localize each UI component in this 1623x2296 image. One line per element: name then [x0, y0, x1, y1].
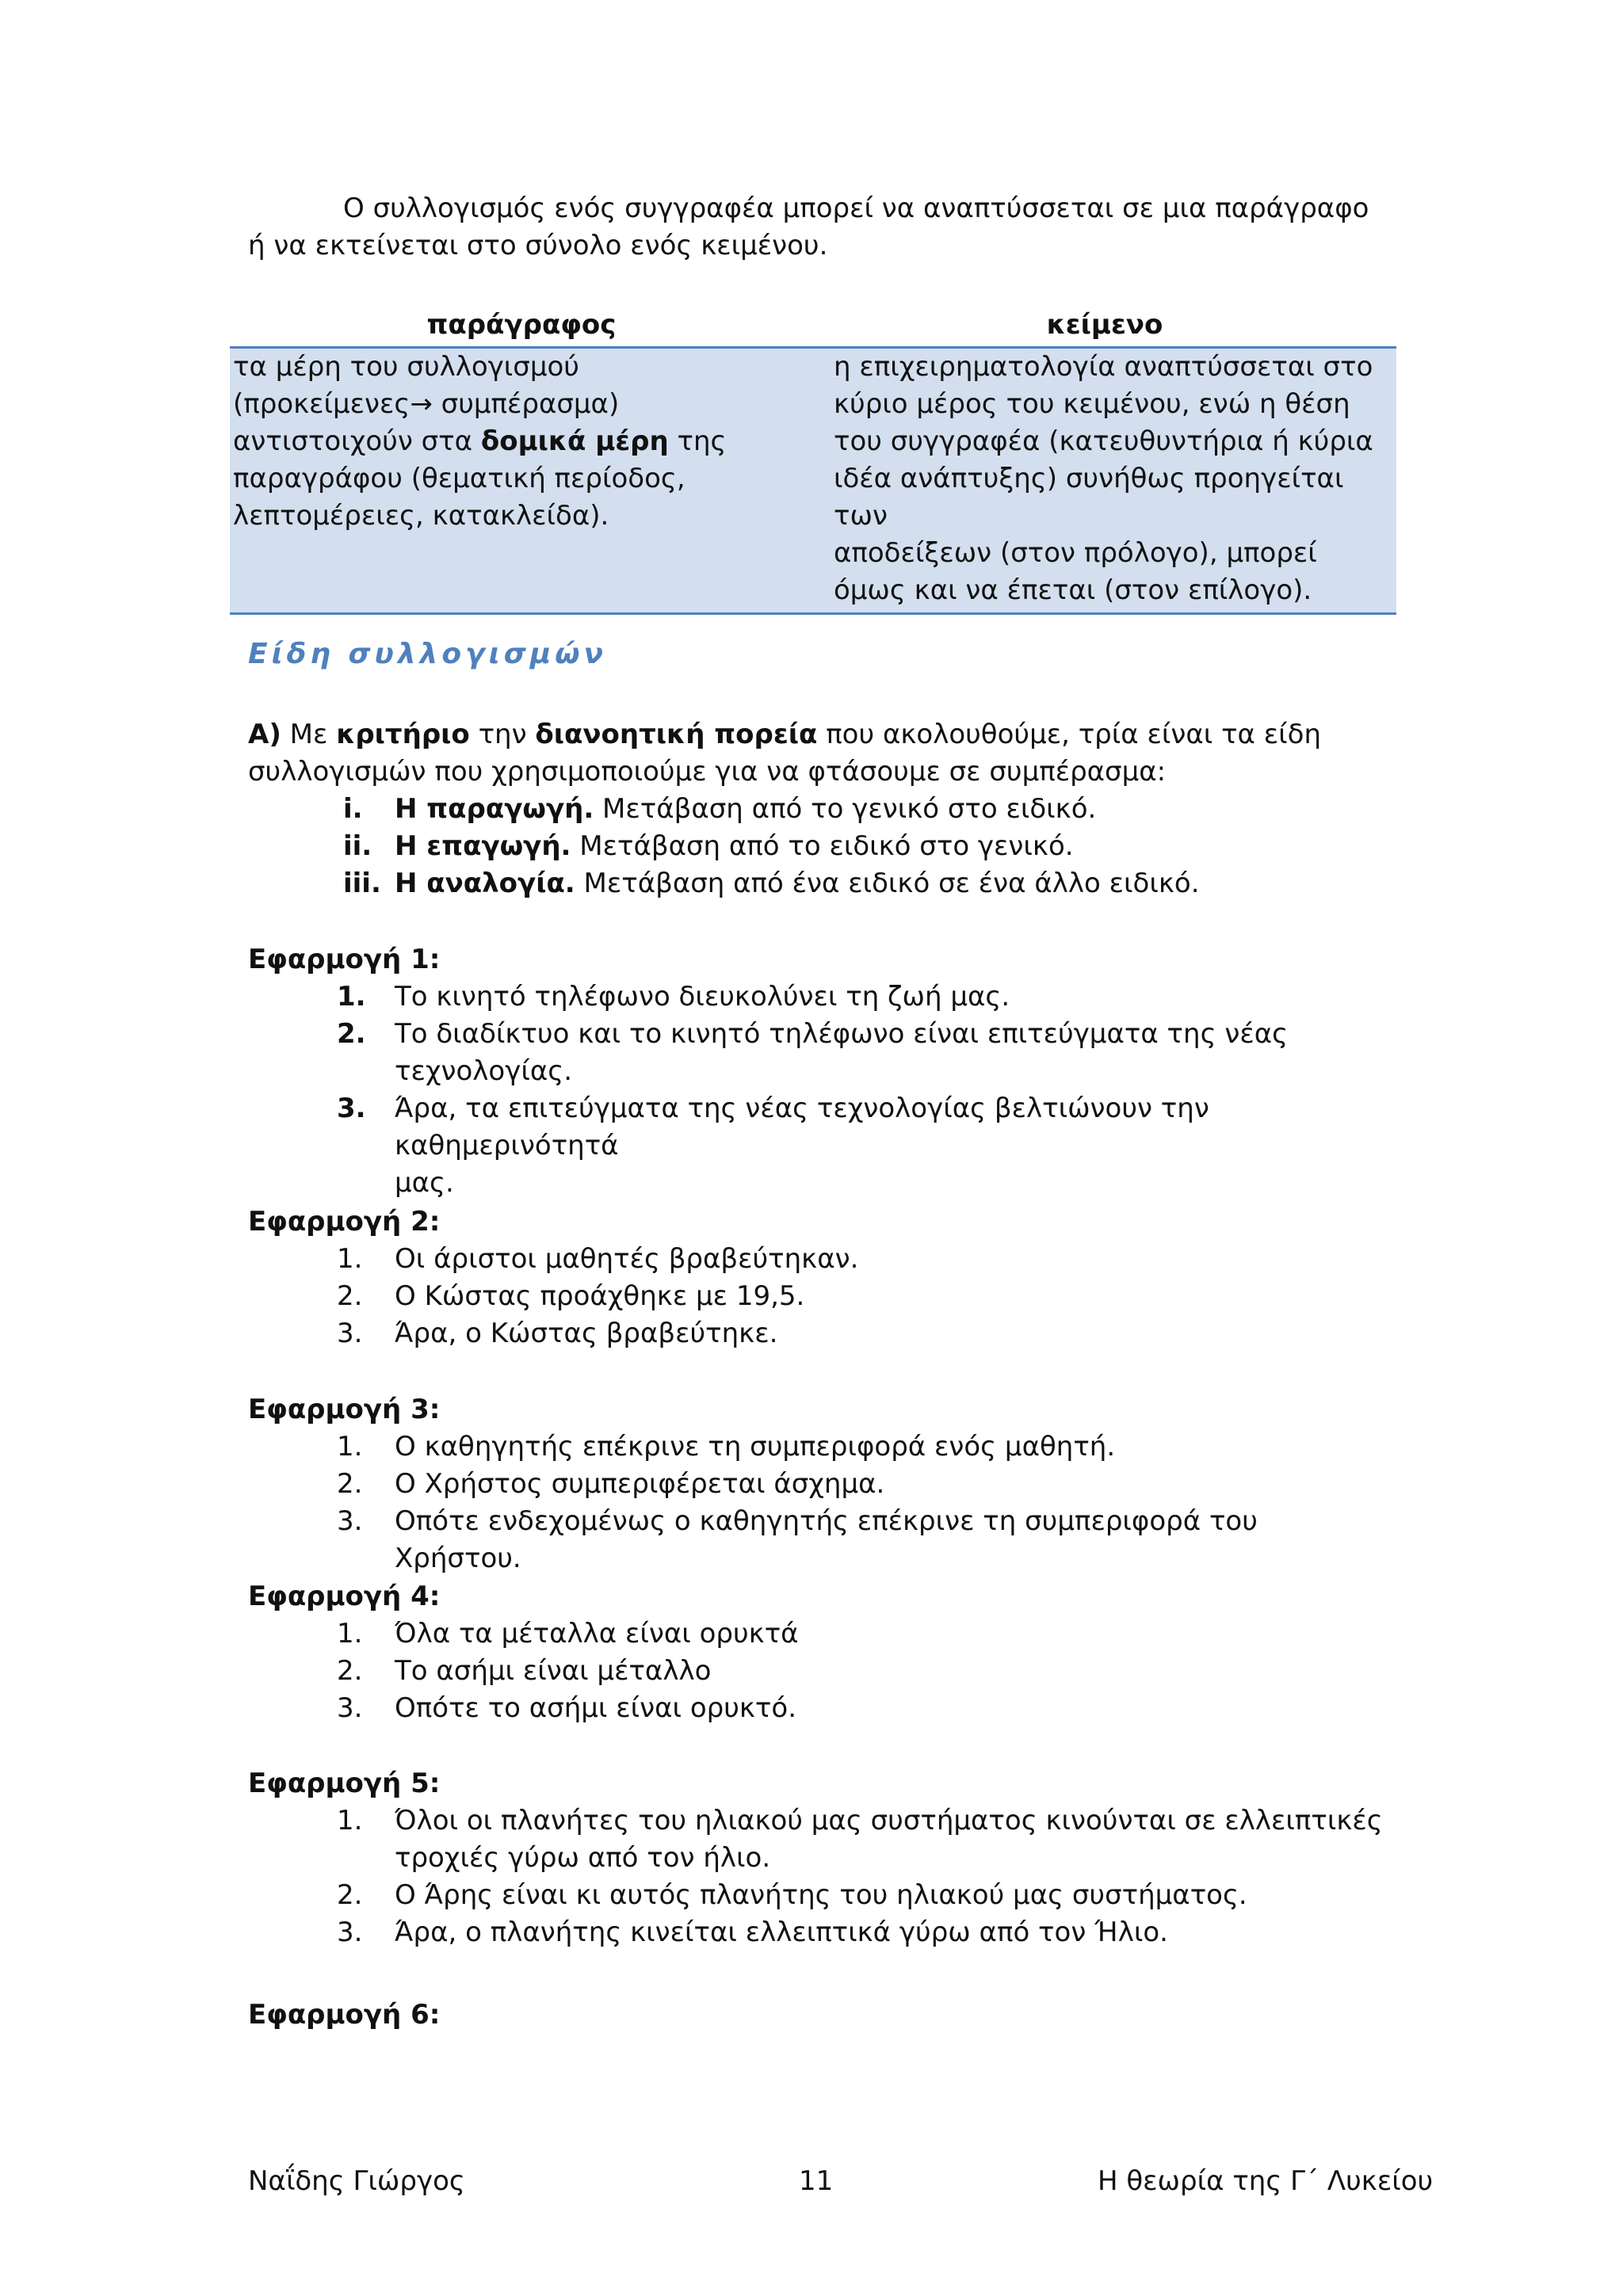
table-cell-paragraph	[230, 349, 813, 609]
list-number: 2.	[337, 1879, 363, 1911]
list-item	[248, 1466, 1389, 1503]
list-text: Άρα, ο πλανήτης κινείται ελλειπτικά γύρω από τον Ήλιο.	[395, 1917, 1168, 1948]
list-text: Άρα, ο Κώστας βραβεύτηκε.	[395, 1318, 778, 1349]
list-text: Μετάβαση από το γενικό στο ειδικό.	[594, 793, 1097, 825]
list-text: Ο Χρήστος συμπεριφέρεται άσχημα.	[395, 1468, 885, 1500]
list-item	[248, 1802, 1389, 1877]
table-header-row	[230, 303, 1396, 349]
list-item	[248, 865, 1389, 902]
list-text: Όλοι οι πλανήτες του ηλιακού μας συστήματος κινούνται σε ελλειπτικές	[395, 1805, 1383, 1836]
list-item	[248, 1241, 1389, 1278]
cell-line: όμως και να έπεται (στον επίλογο).	[834, 574, 1312, 606]
list-number: 2.	[337, 1655, 363, 1687]
list-number: 2.	[337, 1018, 366, 1050]
list-term: Η παραγωγή.	[395, 793, 594, 825]
list-text: Ο Άρης είναι κι αυτός πλανήτης του ηλιακού μας συστήματος.	[395, 1879, 1247, 1911]
list-number: iii.	[343, 868, 381, 899]
cell-line	[233, 386, 789, 423]
criterion-line-2: συλλογισμών που χρησιμοποιούμε για να φτάσουμε σε συμπέρασμα:	[248, 756, 1167, 788]
application-5	[248, 1765, 1389, 1951]
list-text: Μετάβαση από το ειδικό στο γενικό.	[571, 830, 1074, 862]
table-header-paragraph: παράγραφος	[426, 309, 617, 341]
list-item	[248, 1690, 1389, 1727]
list-number: 1.	[337, 1618, 363, 1650]
application-3	[248, 1391, 1389, 1577]
list-item	[248, 791, 1389, 828]
arrow-right-icon: →	[410, 388, 433, 420]
list-text: Όλα τα μέταλλα είναι ορυκτά	[395, 1618, 799, 1650]
list-term: Η επαγωγή.	[395, 830, 571, 862]
cell-text: (προκείμενες	[233, 388, 411, 420]
application-title: Εφαρμογή 1:	[248, 944, 441, 975]
application-1	[248, 941, 1389, 1202]
cell-line: ιδέα ανάπτυξης) συνήθως προηγείται των	[834, 463, 1344, 532]
list-item	[248, 978, 1389, 1016]
cell-text: της	[668, 425, 727, 457]
list-text: τροχιές γύρω από τον ήλιο.	[395, 1842, 771, 1874]
application-title: Εφαρμογή 4:	[248, 1581, 441, 1612]
cell-line: η επιχειρηματολογία αναπτύσσεται στο	[834, 351, 1373, 383]
list-number: 1.	[337, 1805, 363, 1836]
list-number: 3.	[337, 1917, 363, 1948]
list-number: 1.	[337, 1243, 363, 1275]
emphasis: κριτήριο	[336, 719, 470, 750]
table-cell-text	[813, 349, 1396, 609]
list-item	[248, 1315, 1389, 1352]
list-number: 2.	[337, 1468, 363, 1500]
text: Με	[281, 719, 337, 750]
list-text: τεχνολογίας.	[395, 1055, 573, 1087]
application-title: Εφαρμογή 5:	[248, 1768, 441, 1799]
list-text: Οπότε ενδεχομένως ο καθηγητής επέκρινε τη συμπεριφορά του Χρήστου.	[395, 1505, 1258, 1574]
cell-line: κύριο μέρος του κειμένου, ενώ η θέση	[834, 388, 1350, 420]
comparison-table	[230, 303, 1396, 615]
cell-line: παραγράφου (θεματική περίοδος,	[233, 463, 685, 494]
list-number: 3.	[337, 1692, 363, 1724]
criterion-label: Α)	[248, 719, 281, 750]
list-text: Οπότε το ασήμι είναι ορυκτό.	[395, 1692, 796, 1724]
list-text: Ο Κώστας προάχθηκε με 19,5.	[395, 1280, 805, 1312]
intro-line-2: ή να εκτείνεται στο σύνολο ενός κειμένου.	[248, 230, 828, 261]
cell-emphasis: δομικά μέρη	[480, 425, 669, 457]
application-title: Εφαρμογή 3:	[248, 1394, 441, 1425]
list-item	[248, 1278, 1389, 1315]
emphasis: διανοητική πορεία	[535, 719, 818, 750]
list-text: Το διαδίκτυο και το κινητό τηλέφωνο είναι επιτεύγματα της νέας	[395, 1018, 1289, 1050]
cell-line: λεπτομέρειες, κατακλείδα).	[233, 500, 609, 532]
list-item	[248, 1016, 1389, 1090]
list-term: Η αναλογία.	[395, 868, 575, 899]
table-header-text: κείμενο	[1046, 309, 1163, 341]
cell-line: του συγγραφέα (κατευθυντήρια ή κύρια	[834, 425, 1373, 457]
list-item	[248, 1615, 1389, 1653]
list-text: Οι άριστοι μαθητές βραβεύτηκαν.	[395, 1243, 859, 1275]
list-number: 3.	[337, 1505, 363, 1537]
footer-book-title: Η θεωρία της Γ΄ Λυκείου	[1098, 2165, 1434, 2197]
footer-page-number: 11	[799, 2165, 834, 2197]
text: την	[469, 719, 536, 750]
list-number: ii.	[343, 830, 372, 862]
application-2	[248, 1203, 1389, 1352]
list-text: Άρα, τα επιτεύγματα της νέας τεχνολογίας βελτιώνουν την καθημερινότητά	[395, 1093, 1209, 1161]
text: που ακολουθούμε, τρία είναι τα είδη	[817, 719, 1321, 750]
criterion-block	[248, 716, 1389, 902]
table-row	[230, 349, 1396, 615]
list-item	[248, 1090, 1389, 1202]
list-item	[248, 1428, 1389, 1466]
list-item	[248, 1877, 1389, 1914]
intro-paragraph	[248, 190, 1373, 265]
list-number: 1.	[337, 981, 366, 1013]
section-title: Είδη συλλογισμών	[248, 638, 608, 670]
list-text: Ο καθηγητής επέκρινε τη συμπεριφορά ενός μαθητή.	[395, 1431, 1116, 1463]
list-item	[248, 828, 1389, 865]
application-6	[248, 1997, 1389, 2034]
list-item	[248, 1653, 1389, 1690]
criterion-line-1	[248, 716, 1389, 753]
list-number: 2.	[337, 1280, 363, 1312]
list-item	[248, 1503, 1389, 1577]
list-number: 1.	[337, 1431, 363, 1463]
cell-text: αντιστοιχούν στα	[233, 425, 481, 457]
list-number: 3.	[337, 1318, 363, 1349]
list-number: i.	[343, 793, 363, 825]
intro-line-1: Ο συλλογισμός ενός συγγραφέα μπορεί να αναπτύσσεται σε μια παράγραφο	[343, 193, 1369, 224]
cell-line	[233, 423, 789, 460]
application-4	[248, 1578, 1389, 1727]
application-title: Εφαρμογή 2:	[248, 1206, 441, 1238]
cell-text: συμπέρασμα)	[432, 388, 620, 420]
footer-author: Ναΐδης Γιώργος	[248, 2165, 465, 2197]
list-text: Το ασήμι είναι μέταλλο	[395, 1655, 712, 1687]
list-text: Μετάβαση από ένα ειδικό σε ένα άλλο ειδικό.	[575, 868, 1200, 899]
cell-line: αποδείξεων (στον πρόλογο), μπορεί	[834, 537, 1317, 569]
list-item	[248, 1914, 1389, 1951]
list-number: 3.	[337, 1093, 366, 1124]
application-title: Εφαρμογή 6:	[248, 1999, 441, 2031]
list-text: μας.	[395, 1167, 454, 1199]
list-text: Το κινητό τηλέφωνο διευκολύνει τη ζωή μας.	[395, 981, 1010, 1013]
cell-line: τα μέρη του συλλογισμού	[233, 351, 579, 383]
